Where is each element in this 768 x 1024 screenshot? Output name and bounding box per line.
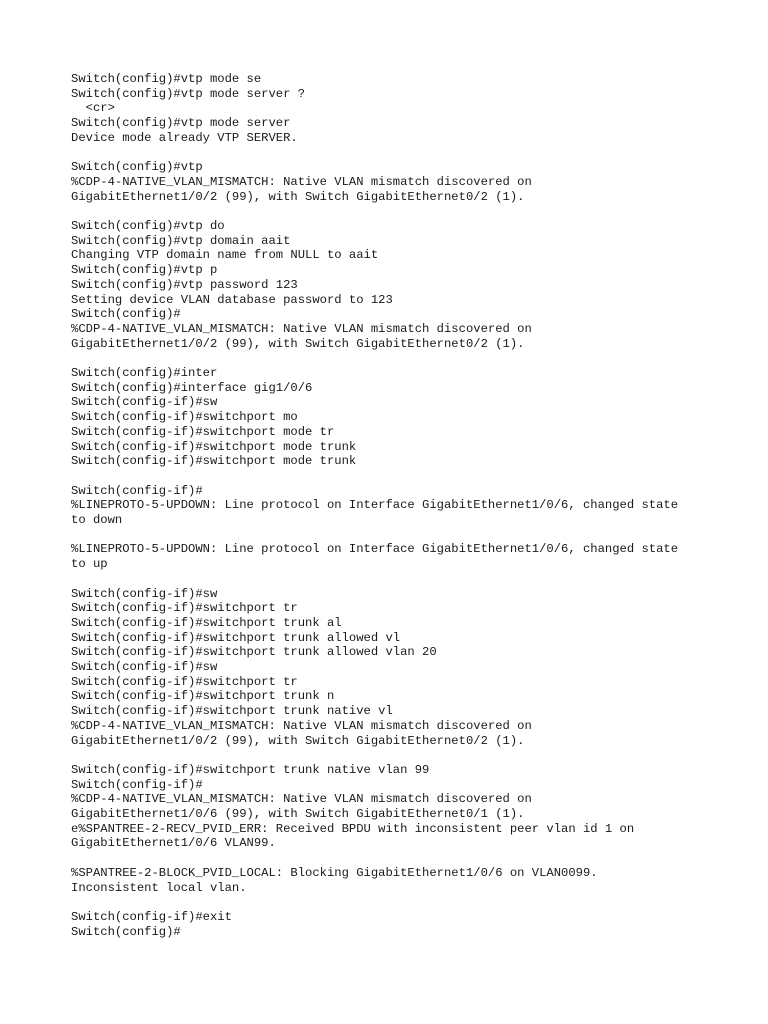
transcript-line: GigabitEthernet1/0/2 (99), with Switch GigabitEthernet0/2 (1). (71, 733, 525, 748)
transcript-line (71, 469, 751, 484)
transcript-line: Switch(config)# (71, 924, 181, 939)
transcript-line: Switch(config-if)#switchport trunk allowed vl (71, 630, 401, 645)
transcript-line: Switch(config)#vtp p (71, 263, 218, 278)
transcript-line: GigabitEthernet1/0/6 VLAN99. (71, 836, 276, 851)
transcript-line (71, 748, 751, 763)
transcript-line (71, 851, 751, 866)
transcript-line: e%SPANTREE-2-RECV_PVID_ERR: Received BPDU with inconsistent peer vlan id 1 on (71, 821, 635, 836)
transcript-line: Inconsistent local vlan. (71, 880, 247, 895)
transcript-line: %SPANTREE-2-BLOCK_PVID_LOCAL: Blocking GigabitEthernet1/0/6 on VLAN0099. (71, 865, 598, 880)
transcript-line: Switch(config-if)#switchport tr (71, 601, 298, 616)
transcript-line: Switch(config-if)# (71, 777, 203, 792)
transcript-line: GigabitEthernet1/0/6 (99), with Switch GigabitEthernet0/1 (1). (71, 807, 525, 822)
transcript-line: Switch(config-if)#switchport tr (71, 674, 298, 689)
transcript-line (71, 572, 751, 587)
transcript-line: %CDP-4-NATIVE_VLAN_MISMATCH: Native VLAN mismatch discovered on (71, 321, 532, 336)
transcript-line: Switch(config-if)#switchport mo (71, 410, 298, 425)
transcript-line: Setting device VLAN database password to 123 (71, 292, 393, 307)
transcript-line: Switch(config-if)#switchport trunk al (71, 615, 342, 630)
transcript-line: <cr> (71, 101, 115, 116)
transcript-line: GigabitEthernet1/0/2 (99), with Switch GigabitEthernet0/2 (1). (71, 336, 525, 351)
transcript-line: Switch(config)#vtp mode se (71, 72, 262, 86)
transcript-line: Switch(config-if)#switchport mode tr (71, 424, 335, 439)
transcript-line: Switch(config)#vtp mode server ? (71, 86, 306, 101)
transcript-line: %LINEPROTO-5-UPDOWN: Line protocol on Interface GigabitEthernet1/0/6, changed state (71, 542, 679, 557)
transcript-line: Switch(config-if)#switchport trunk allowed vlan 20 (71, 645, 437, 660)
transcript-line: GigabitEthernet1/0/2 (99), with Switch GigabitEthernet0/2 (1). (71, 189, 525, 204)
transcript-line (71, 895, 751, 910)
transcript-line: %CDP-4-NATIVE_VLAN_MISMATCH: Native VLAN mismatch discovered on (71, 718, 532, 733)
transcript-line: Changing VTP domain name from NULL to aait (71, 248, 379, 263)
transcript-line: Switch(config)# (71, 307, 181, 322)
transcript-line: %LINEPROTO-5-UPDOWN: Line protocol on Interface GigabitEthernet1/0/6, changed state (71, 498, 679, 513)
transcript-line: Switch(config)#vtp mode server (71, 116, 291, 131)
transcript-line: %CDP-4-NATIVE_VLAN_MISMATCH: Native VLAN mismatch discovered on (71, 792, 532, 807)
transcript-line (71, 528, 751, 543)
transcript-line: Switch(config)#vtp domain aait (71, 233, 291, 248)
transcript-line: Switch(config-if)#switchport trunk native vl (71, 704, 393, 719)
transcript-line (71, 204, 751, 219)
transcript-line (71, 351, 751, 366)
cli-transcript (71, 72, 751, 939)
transcript-line: Switch(config)#vtp password 123 (71, 277, 298, 292)
transcript-line: Switch(config)#interface gig1/0/6 (71, 380, 313, 395)
transcript-line: Switch(config)#inter (71, 366, 218, 381)
transcript-line: Device mode already VTP SERVER. (71, 130, 298, 145)
transcript-line: Switch(config-if)# (71, 483, 203, 498)
transcript-line (71, 146, 751, 161)
transcript-line: to up (71, 557, 108, 572)
transcript-line: Switch(config-if)#sw (71, 586, 218, 601)
transcript-line: Switch(config-if)#exit (71, 909, 232, 924)
transcript-line: %CDP-4-NATIVE_VLAN_MISMATCH: Native VLAN mismatch discovered on (71, 174, 532, 189)
transcript-line: Switch(config-if)#switchport trunk native vlan 99 (71, 762, 430, 777)
transcript-line: Switch(config-if)#sw (71, 660, 218, 675)
transcript-line: Switch(config)#vtp (71, 160, 203, 175)
transcript-line: to down (71, 513, 123, 528)
transcript-line: Switch(config-if)#switchport trunk n (71, 689, 335, 704)
transcript-line: Switch(config)#vtp do (71, 219, 225, 233)
transcript-line: Switch(config-if)#switchport mode trunk (71, 439, 357, 454)
transcript-line: Switch(config-if)#sw (71, 395, 218, 410)
transcript-line: Switch(config-if)#switchport mode trunk (71, 454, 357, 469)
